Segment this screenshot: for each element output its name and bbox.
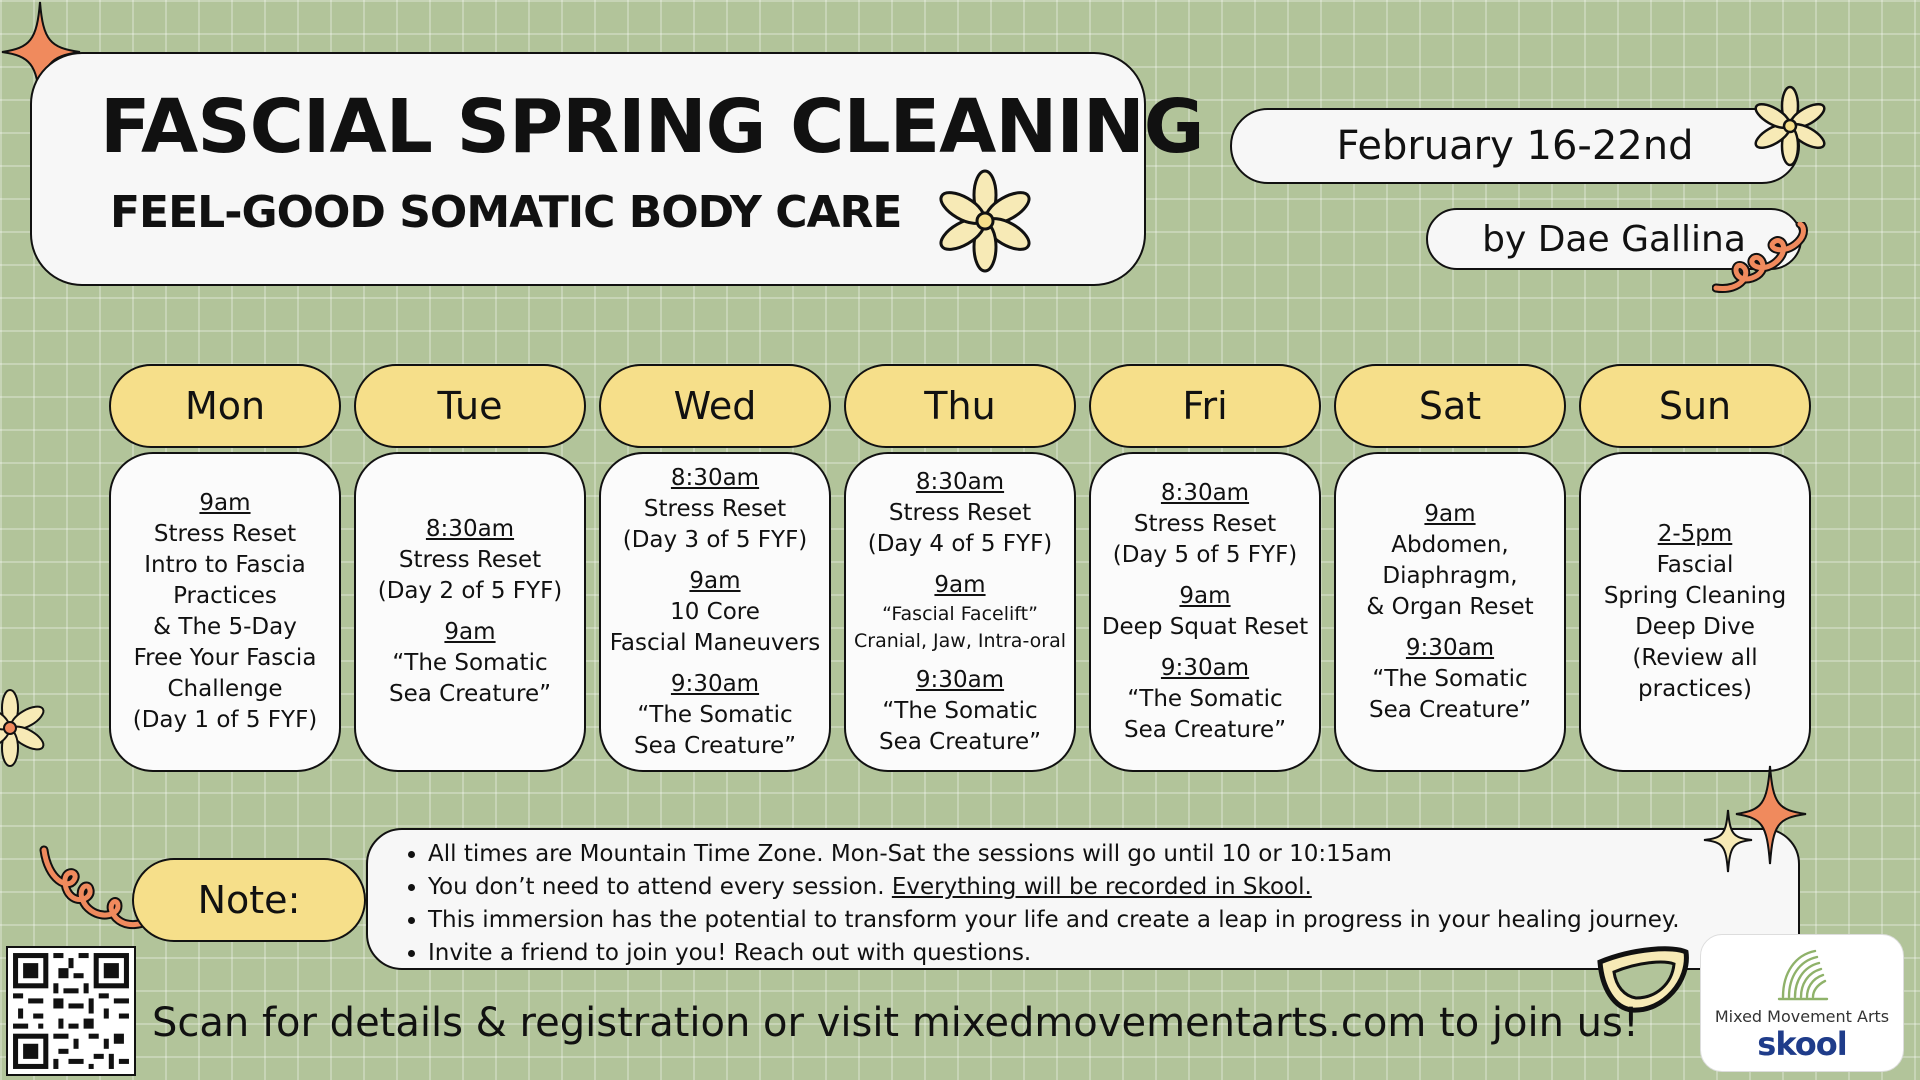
day-card-fri <box>1089 452 1321 772</box>
session-time: 9am <box>199 490 251 516</box>
session-block <box>634 669 796 762</box>
day-header-tue: Tue <box>354 364 586 448</box>
session-line: Deep Dive <box>1635 614 1755 640</box>
session-block <box>879 665 1041 758</box>
notes-list <box>408 838 1798 970</box>
session-line: (Day 4 of 5 FYF) <box>867 530 1053 557</box>
day-card-sun <box>1579 452 1811 772</box>
session-line: Stress Reset <box>153 521 297 547</box>
date-pill: February 16-22nd <box>1230 108 1800 184</box>
session-line: “The Somatic <box>637 701 793 728</box>
qr-code-icon <box>8 948 134 1074</box>
session-block <box>378 514 563 607</box>
session-line: (Day 5 of 5 FYF) <box>1112 542 1298 568</box>
session-block <box>1369 633 1531 726</box>
day-header-sat: Sat <box>1334 364 1566 448</box>
session-time: 8:30am <box>1160 480 1250 506</box>
session-line: Challenge <box>167 676 283 702</box>
session-block <box>389 617 551 710</box>
note-label: Note: <box>132 858 366 942</box>
note-item: • Invite a friend to join you! Reach out with questions. <box>428 937 1798 970</box>
session-block <box>1604 519 1786 705</box>
session-time: 2-5pm <box>1657 521 1733 547</box>
session-line: “Fascial Facelift” <box>882 602 1038 625</box>
session-time: 9am <box>934 571 986 598</box>
session-line: & Organ Reset <box>1366 593 1534 620</box>
day-card-wed <box>599 452 831 772</box>
notes-box <box>366 828 1800 970</box>
session-line: Sea Creature” <box>388 681 552 707</box>
page-title: FASCIAL SPRING CLEANING <box>100 84 1204 170</box>
session-line: Sea Creature” <box>633 732 797 759</box>
session-line: “The Somatic <box>1127 686 1283 712</box>
session-block <box>1366 499 1533 623</box>
day-card-thu <box>844 452 1076 772</box>
flower-date-icon <box>1748 84 1832 168</box>
session-line: practices) <box>1638 676 1752 702</box>
session-line: Spring Cleaning <box>1603 583 1787 609</box>
day-card-tue <box>354 452 586 772</box>
session-line: “The Somatic <box>882 697 1038 724</box>
day-card-sat <box>1334 452 1566 772</box>
session-line: 10 Core <box>670 598 760 625</box>
session-line: (Day 3 of 5 FYF) <box>622 526 808 553</box>
session-line: Sea Creature” <box>878 728 1042 755</box>
brand-logo-card[interactable] <box>1700 934 1904 1072</box>
note-item: • All times are Mountain Time Zone. Mon-Sat the sessions will go until 10 or 10:15am <box>428 838 1798 871</box>
session-time: 9:30am <box>1160 655 1250 681</box>
session-line: Diaphragm, <box>1382 562 1518 589</box>
day-header-thu: Thu <box>844 364 1076 448</box>
squiggle-orange-icon <box>1712 222 1812 302</box>
session-line: Stress Reset <box>398 547 542 573</box>
session-line: Sea Creature” <box>1368 696 1532 723</box>
day-header-mon: Mon <box>109 364 341 448</box>
sparkle-notes-icon <box>1700 764 1810 884</box>
footer-cta: Scan for details & registration or visit mixedmovementarts.com to join us! <box>152 1000 1639 1046</box>
session-line: Cranial, Jaw, Intra-oral <box>853 629 1067 652</box>
session-block <box>1102 581 1308 643</box>
flower-title-icon <box>930 166 1040 276</box>
session-line: Intro to Fascia <box>144 552 306 578</box>
session-line: (Day 2 of 5 FYF) <box>377 578 563 604</box>
flower-left-icon <box>0 688 50 768</box>
session-line: Stress Reset <box>643 495 787 522</box>
session-line: “The Somatic <box>392 650 548 676</box>
session-line: Abdomen, <box>1391 531 1509 558</box>
session-line: Stress Reset <box>1133 511 1277 537</box>
skool-recording-link[interactable]: Everything will be recorded in Skool. <box>891 874 1312 900</box>
session-block <box>1124 653 1286 746</box>
page-subtitle: FEEL-GOOD SOMATIC BODY CARE <box>110 187 902 238</box>
session-block <box>1113 478 1298 571</box>
note-item-text: You don’t need to attend every session. <box>428 874 892 900</box>
session-line: Deep Squat Reset <box>1101 614 1309 640</box>
session-time: 9:30am <box>915 666 1005 693</box>
session-line: Sea Creature” <box>1123 717 1287 743</box>
session-time: 9am <box>689 567 741 594</box>
session-time: 8:30am <box>670 464 760 491</box>
session-block <box>610 566 820 659</box>
session-line: Stress Reset <box>888 499 1032 526</box>
session-time: 9am <box>1179 583 1231 609</box>
day-header-wed: Wed <box>599 364 831 448</box>
session-line: Practices <box>173 583 277 609</box>
session-block <box>623 463 808 556</box>
note-item <box>428 871 1798 904</box>
session-line: Fascial Maneuvers <box>609 629 821 656</box>
day-card-mon <box>109 452 341 772</box>
session-time: 8:30am <box>425 516 515 542</box>
session-line: & The 5-Day <box>153 614 297 640</box>
session-block <box>133 488 318 736</box>
session-time: 9am <box>444 619 496 645</box>
qr-code[interactable] <box>6 946 136 1076</box>
session-time: 9:30am <box>670 670 760 697</box>
day-header-sun: Sun <box>1579 364 1811 448</box>
session-line: (Review all <box>1632 645 1758 671</box>
session-line: Free Your Fascia <box>133 645 317 671</box>
skool-logo: skool <box>1757 1025 1847 1063</box>
session-line: (Day 1 of 5 FYF) <box>132 707 318 733</box>
session-time: 9:30am <box>1405 634 1495 661</box>
wave-logo-icon <box>1775 943 1831 1005</box>
day-header-fri: Fri <box>1089 364 1321 448</box>
session-time: 8:30am <box>915 468 1005 495</box>
author-pill: by Dae Gallina <box>1426 208 1802 270</box>
note-item: • This immersion has the potential to transform your life and create a leap in progress in your healing journey. <box>428 904 1798 937</box>
session-time: 9am <box>1424 500 1476 527</box>
session-block <box>854 570 1066 655</box>
session-line: “The Somatic <box>1372 665 1528 692</box>
session-block <box>868 467 1053 560</box>
session-line: Fascial <box>1656 552 1734 578</box>
brand-name: Mixed Movement Arts <box>1714 1007 1890 1026</box>
